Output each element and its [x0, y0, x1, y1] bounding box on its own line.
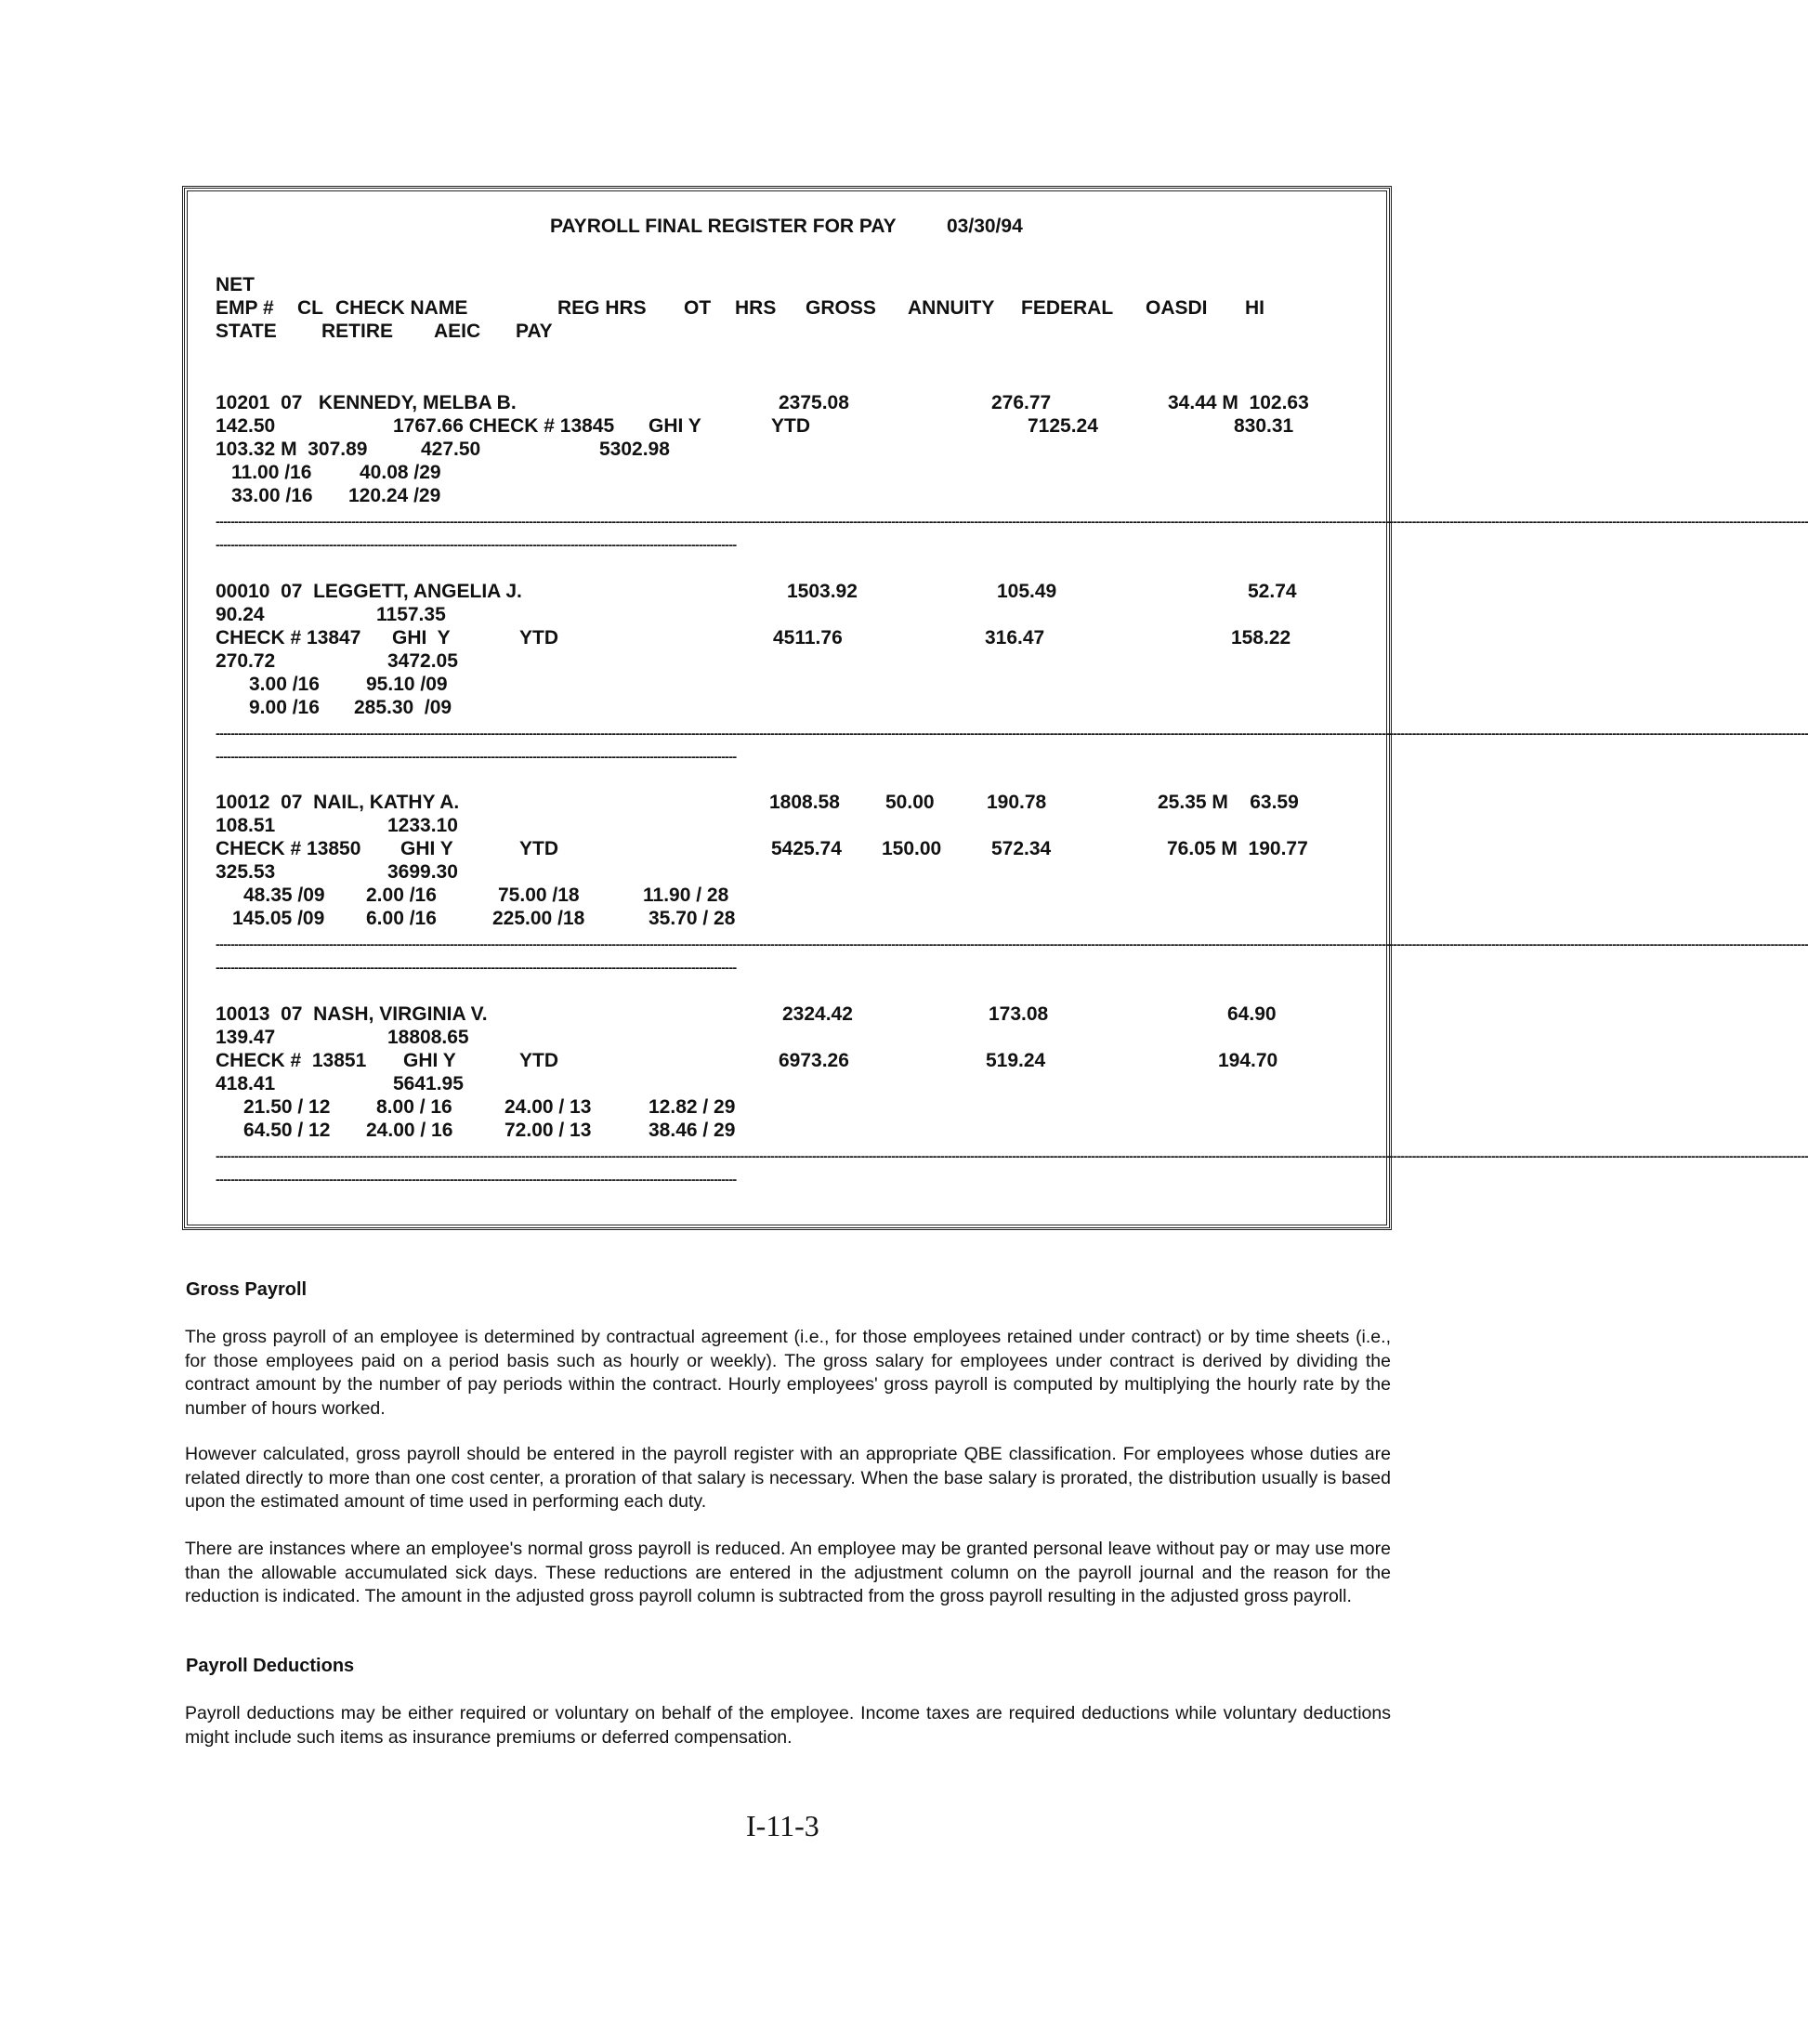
deduction-code: 21.50 / 12 [243, 1096, 331, 1118]
federal-ytd: 7125.24 [1028, 415, 1098, 437]
employee-line: 10012 07 NAIL, KATHY A. [216, 792, 460, 813]
hi-value: 64.90 [1227, 1003, 1277, 1025]
deduction-code: 225.00 /18 [492, 908, 585, 929]
register-date: 03/30/94 [947, 216, 1023, 237]
header-aeic: AEIC [434, 321, 481, 342]
annuity-ytd: 150.00 [882, 838, 942, 859]
deduction-code: 6.00 /16 [366, 908, 437, 929]
check-number: CHECK # 13850 [216, 838, 361, 859]
ytd-values: 418.41 [216, 1073, 276, 1094]
deduction-code: 24.00 / 16 [366, 1120, 453, 1141]
record-separator: ------------------------------------------------------------------------------------------------------------------------------------------ [216, 960, 737, 975]
state-value: 139.47 [216, 1027, 276, 1048]
section-heading-payroll-deductions: Payroll Deductions [186, 1656, 355, 1676]
deduction-code: 72.00 / 13 [504, 1120, 592, 1141]
state-value: 108.51 [216, 815, 276, 836]
ghi-flag: GHI Y [392, 627, 451, 649]
header-cl: CL [297, 297, 323, 319]
net-pay-value: 1233.10 [387, 815, 458, 836]
ghi-flag: GHI Y [400, 838, 453, 859]
header-pay: PAY [516, 321, 553, 342]
hi-ytd: 830.31 [1234, 415, 1294, 437]
ytd-values: 270.72 [216, 650, 276, 672]
header-oasdi: OASDI [1146, 297, 1208, 319]
federal-ytd: 572.34 [991, 838, 1052, 859]
ytd-values: 103.32 M 307.89 [216, 439, 368, 460]
check-number: CHECK # 13851 [216, 1050, 367, 1071]
federal-value: 105.49 [997, 581, 1057, 602]
deduction-code: 24.00 / 13 [504, 1096, 592, 1118]
employee-line: 10201 07 KENNEDY, MELBA B. [216, 392, 517, 413]
gross-ytd: 5425.74 [771, 838, 842, 859]
header-gross: GROSS [806, 297, 876, 319]
deduction-code: 120.24 /29 [348, 485, 441, 506]
header-reg-hrs: REG HRS [557, 297, 647, 319]
state-value: 142.50 [216, 415, 276, 437]
header-net: NET [216, 274, 255, 295]
employee-line: 10013 07 NASH, VIRGINIA V. [216, 1003, 488, 1025]
hi-ytd: 158.22 [1231, 627, 1291, 649]
deduction-code: 8.00 / 16 [376, 1096, 452, 1118]
header-federal: FEDERAL [1021, 297, 1114, 319]
ytd-label: YTD [519, 838, 558, 859]
check-number: CHECK # 13847 [216, 627, 361, 649]
gross-value: 2375.08 [779, 392, 849, 413]
record-separator: -------------------------------------------------------------------------------------------------------------------------------------------------------------------------------------------------------------------------------------------------------------------------------------------------------------------------------------------------------------------------------------------------------------------------------------- [216, 1148, 1808, 1163]
federal-ytd: 519.24 [986, 1050, 1046, 1071]
ytd-values: 3472.05 [387, 650, 458, 672]
ytd-label: YTD [771, 415, 810, 437]
gross-value: 2324.42 [782, 1003, 853, 1025]
federal-value: 173.08 [989, 1003, 1049, 1025]
deduction-code: 33.00 /16 [231, 485, 313, 506]
deduction-code: 35.70 / 28 [649, 908, 736, 929]
header-annuity: ANNUITY [908, 297, 995, 319]
header-hi: HI [1245, 297, 1264, 319]
deduction-code: 75.00 /18 [498, 884, 580, 906]
deduction-code: 12.82 / 29 [649, 1096, 736, 1118]
federal-value: 276.77 [991, 392, 1052, 413]
record-separator: ------------------------------------------------------------------------------------------------------------------------------------------ [216, 1172, 737, 1186]
record-separator: -------------------------------------------------------------------------------------------------------------------------------------------------------------------------------------------------------------------------------------------------------------------------------------------------------------------------------------------------------------------------------------------------------------------------------------- [216, 726, 1808, 740]
deduction-code: 285.30 /09 [354, 697, 452, 718]
deduction-code: 3.00 /16 [249, 674, 320, 695]
federal-ytd: 316.47 [985, 627, 1045, 649]
paragraph: However calculated, gross payroll should be entered in the payroll register with an appropriate QBE classification. For employees whose duties are related directly to more than one cost center, a proration of that salary is necessary. When the base salary is prorated, the distribution usually is based upon the estimated amount of time used in performing each duty. [185, 1444, 1391, 1512]
paragraph: Payroll deductions may be either required or voluntary on behalf of the employee. Income taxes are required deductions while voluntary deductions might include such items as insurance premiums or deferred compensation. [185, 1703, 1391, 1748]
record-separator: ------------------------------------------------------------------------------------------------------------------------------------------ [216, 537, 737, 552]
ytd-label: YTD [519, 1050, 558, 1071]
gross-value: 1503.92 [787, 581, 858, 602]
hi-ytd: 194.70 [1218, 1050, 1278, 1071]
gross-value: 1808.58 [769, 792, 840, 813]
register-title: PAYROLL FINAL REGISTER FOR PAY [550, 216, 897, 237]
employee-line: 00010 07 LEGGETT, ANGELIA J. [216, 581, 522, 602]
record-separator: -------------------------------------------------------------------------------------------------------------------------------------------------------------------------------------------------------------------------------------------------------------------------------------------------------------------------------------------------------------------------------------------------------------------------------------- [216, 937, 1808, 951]
state-value: 90.24 [216, 604, 265, 625]
deduction-code: 48.35 /09 [243, 884, 325, 906]
deduction-code: 38.46 / 29 [649, 1120, 736, 1141]
gross-ytd: 4511.76 [773, 627, 843, 649]
net-pay-value: 18808.65 [387, 1027, 469, 1048]
annuity-value: 50.00 [885, 792, 935, 813]
ytd-values: 427.50 [421, 439, 481, 460]
deduction-code: 95.10 /09 [366, 674, 448, 695]
deduction-code: 145.05 /09 [232, 908, 325, 929]
header-retire: RETIRE [321, 321, 394, 342]
record-separator: ------------------------------------------------------------------------------------------------------------------------------------------ [216, 749, 737, 764]
header-ot: OT [684, 297, 712, 319]
deduction-code: 64.50 / 12 [243, 1120, 331, 1141]
ytd-label: YTD [519, 627, 558, 649]
net-check-value: 1767.66 CHECK # 13845 [393, 415, 615, 437]
deduction-code: 11.90 / 28 [643, 884, 729, 906]
ytd-values: 325.53 [216, 861, 276, 883]
oasdi-hi-value: 25.35 M 63.59 [1158, 792, 1299, 813]
paragraph: The gross payroll of an employee is determined by contractual agreement (i.e., for those employees retained under contract) or by time sheets (i.e., for those employees paid on a period basis such as hourly or weekly). The gross salary for employees under contract is derived by dividing the contract amount by the number of pay periods within the contract. Hourly employees' gross payroll is computed by multiplying the hourly rate by the number of hours worked. [185, 1327, 1391, 1419]
header-state: STATE [216, 321, 277, 342]
oasdi-hi-ytd: 76.05 M 190.77 [1167, 838, 1308, 859]
deduction-code: 11.00 /16 [231, 462, 312, 483]
deduction-code: 2.00 /16 [366, 884, 437, 906]
record-separator: -------------------------------------------------------------------------------------------------------------------------------------------------------------------------------------------------------------------------------------------------------------------------------------------------------------------------------------------------------------------------------------------------------------------------------------- [216, 514, 1808, 529]
deduction-code: 40.08 /29 [360, 462, 441, 483]
oasdi-hi-value: 34.44 M 102.63 [1168, 392, 1309, 413]
federal-value: 190.78 [987, 792, 1047, 813]
ghi-flag: GHI Y [649, 415, 701, 437]
ytd-values: 3699.30 [387, 861, 458, 883]
ghi-flag: GHI Y [403, 1050, 456, 1071]
ytd-values: 5302.98 [599, 439, 670, 460]
gross-ytd: 6973.26 [779, 1050, 849, 1071]
hi-value: 52.74 [1248, 581, 1297, 602]
page-number: I-11-3 [746, 1809, 819, 1842]
paragraph: There are instances where an employee's normal gross payroll is reduced. An employee may be granted personal leave without pay or may use more than the allowable accumulated sick days. These reductions are entered in the adjustment column on the payroll journal and the reason for the reduction is indicated. The amount in the adjusted gross payroll column is subtracted from the gross payroll resulting in the adjusted gross payroll. [185, 1539, 1391, 1606]
header-check-name: CHECK NAME [335, 297, 468, 319]
ytd-values: 5641.95 [393, 1073, 464, 1094]
section-heading-gross-payroll: Gross Payroll [186, 1279, 308, 1300]
net-pay-value: 1157.35 [376, 604, 446, 625]
header-hrs: HRS [735, 297, 777, 319]
deduction-code: 9.00 /16 [249, 697, 320, 718]
header-emp: EMP # [216, 297, 274, 319]
